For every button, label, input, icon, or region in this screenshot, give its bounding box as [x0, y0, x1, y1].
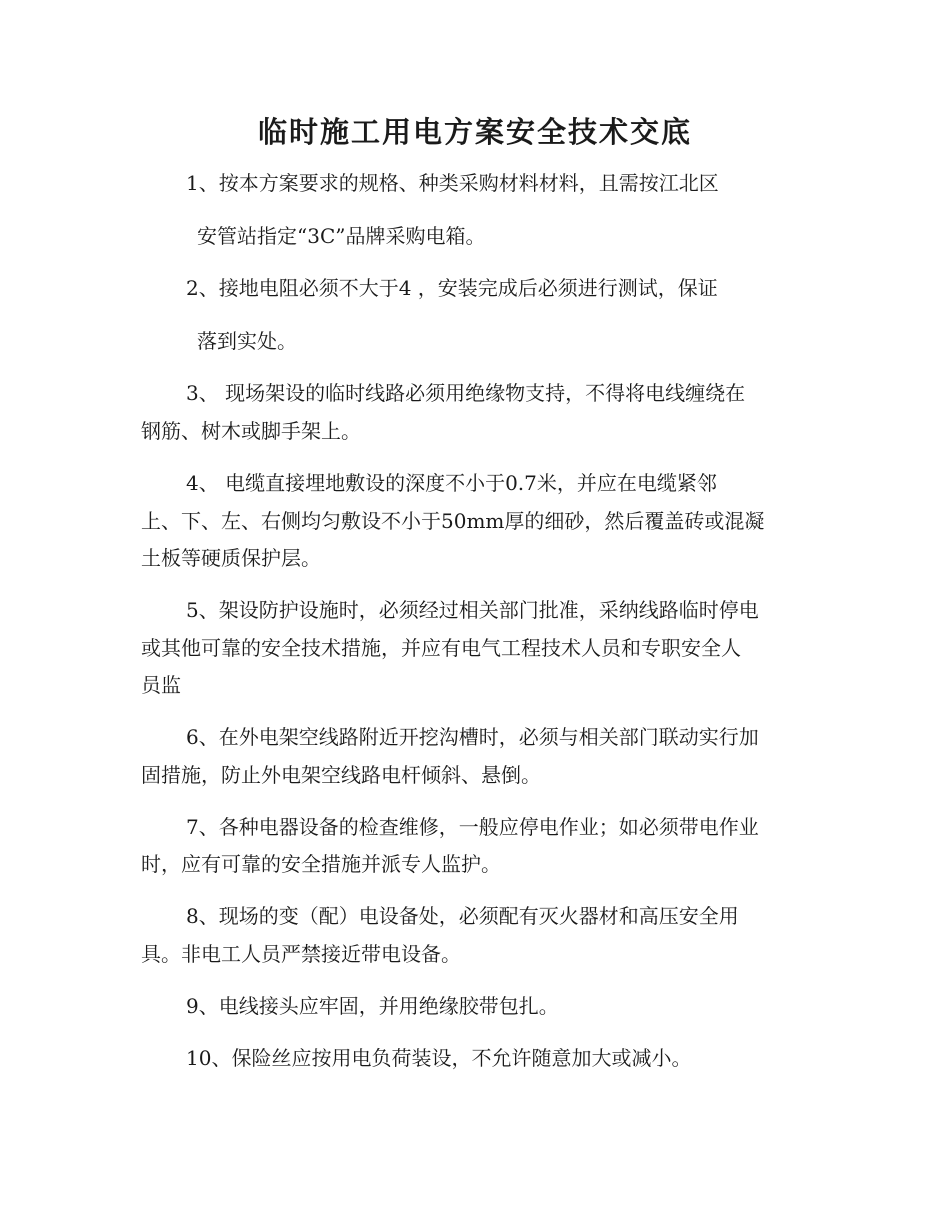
- item-line: 5、架设防护设施时，必须经过相关部门批准，采纳线路临时停电: [186, 598, 759, 622]
- item-line: 2、接地电阻必须不大于4 ，安装完成后必须进行测试，保证: [186, 276, 718, 300]
- item-line: 具。非电工人员严禁接近带电设备。: [141, 942, 461, 966]
- item-line: 8、现场的变（配）电设备处，必须配有灭火器材和高压安全用: [186, 904, 739, 928]
- item-line: 钢筋、树木或脚手架上。: [141, 419, 361, 443]
- item-line: 3、 现场架设的临时线路必须用绝缘物支持，不得将电线缠绕在: [186, 381, 746, 405]
- item-line: 固措施，防止外电架空线路电杆倾斜、悬倒。: [141, 763, 541, 787]
- item-line: 9、电线接头应牢固，并用绝缘胶带包扎。: [186, 994, 559, 1018]
- item-line: 落到实处。: [197, 329, 297, 353]
- item-line: 或其他可靠的安全技术措施，并应有电气工程技术人员和专职安全人: [141, 636, 741, 660]
- item-line: 1、按本方案要求的规格、种类采购材料材料，且需按江北区: [186, 171, 719, 195]
- item-line: 时，应有可靠的安全措施并派专人监护。: [141, 852, 501, 876]
- item-line: 6、在外电架空线路附近开挖沟槽时，必须与相关部门联动实行加: [186, 725, 759, 749]
- page-title: 临时施工用电方案安全技术交底: [257, 115, 692, 149]
- item-line: 安管站指定“3C”品牌采购电箱。: [197, 224, 486, 248]
- item-line: 员监: [141, 673, 181, 697]
- item-line: 土板等硬质保护层。: [141, 546, 321, 570]
- item-line: 10、保险丝应按用电负荷装设，不允许随意加大或减小。: [186, 1046, 692, 1070]
- item-line: 7、各种电器设备的检查维修，一般应停电作业；如必须带电作业: [186, 815, 759, 839]
- item-line: 上、下、左、右侧均匀敷设不小于50mm厚的细砂，然后覆盖砖或混凝: [141, 509, 765, 533]
- item-line: 4、 电缆直接埋地敷设的深度不小于0.7米，并应在电缆紧邻: [186, 471, 717, 495]
